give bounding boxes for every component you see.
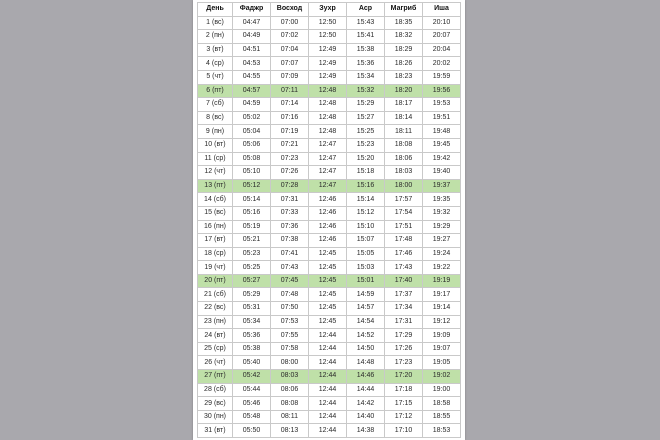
- asr-cell: 15:43: [347, 16, 385, 30]
- dhuhr-cell: 12:48: [309, 125, 347, 139]
- fajr-cell: 05:06: [233, 138, 271, 152]
- maghrib-cell: 17:57: [385, 193, 423, 207]
- dhuhr-cell: 12:46: [309, 206, 347, 220]
- prayer-schedule-sheet: [193, 0, 465, 440]
- day-cell: 23 (пн): [198, 315, 233, 329]
- table-row: [198, 397, 461, 411]
- isha-cell: 20:02: [423, 57, 461, 71]
- isha-cell: 19:12: [423, 315, 461, 329]
- dhuhr-cell: 12:45: [309, 302, 347, 316]
- isha-cell: 19:27: [423, 234, 461, 248]
- table-row: [198, 383, 461, 397]
- table-row: [198, 193, 461, 207]
- asr-cell: 15:14: [347, 193, 385, 207]
- sunrise-cell: 07:16: [271, 111, 309, 125]
- maghrib-cell: 18:35: [385, 16, 423, 30]
- table-row: [198, 98, 461, 112]
- maghrib-cell: 17:34: [385, 302, 423, 316]
- fajr-cell: 05:23: [233, 247, 271, 261]
- sunrise-cell: 07:14: [271, 98, 309, 112]
- dhuhr-cell: 12:50: [309, 16, 347, 30]
- header-sunrise: Восход: [271, 3, 309, 17]
- asr-cell: 15:23: [347, 138, 385, 152]
- header-day: День: [198, 3, 233, 17]
- fajr-cell: 04:55: [233, 70, 271, 84]
- isha-cell: 19:35: [423, 193, 461, 207]
- fajr-cell: 04:53: [233, 57, 271, 71]
- fajr-cell: 04:47: [233, 16, 271, 30]
- day-cell: 29 (вс): [198, 397, 233, 411]
- fajr-cell: 05:36: [233, 329, 271, 343]
- maghrib-cell: 18:17: [385, 98, 423, 112]
- table-row: [198, 179, 461, 193]
- fajr-cell: 05:04: [233, 125, 271, 139]
- asr-cell: 14:40: [347, 410, 385, 424]
- table-row: [198, 302, 461, 316]
- isha-cell: 19:17: [423, 288, 461, 302]
- day-cell: 20 (пт): [198, 274, 233, 288]
- fajr-cell: 05:44: [233, 383, 271, 397]
- sunrise-cell: 07:45: [271, 274, 309, 288]
- asr-cell: 15:41: [347, 30, 385, 44]
- fajr-cell: 05:25: [233, 261, 271, 275]
- maghrib-cell: 17:29: [385, 329, 423, 343]
- isha-cell: 20:10: [423, 16, 461, 30]
- day-cell: 30 (пн): [198, 410, 233, 424]
- isha-cell: 19:09: [423, 329, 461, 343]
- isha-cell: 20:04: [423, 43, 461, 57]
- day-cell: 31 (вт): [198, 424, 233, 438]
- table-row: [198, 111, 461, 125]
- asr-cell: 15:34: [347, 70, 385, 84]
- dhuhr-cell: 12:49: [309, 43, 347, 57]
- day-cell: 18 (ср): [198, 247, 233, 261]
- sunrise-cell: 07:31: [271, 193, 309, 207]
- maghrib-cell: 17:18: [385, 383, 423, 397]
- asr-cell: 15:12: [347, 206, 385, 220]
- dhuhr-cell: 12:45: [309, 288, 347, 302]
- maghrib-cell: 18:26: [385, 57, 423, 71]
- maghrib-cell: 17:48: [385, 234, 423, 248]
- sunrise-cell: 07:07: [271, 57, 309, 71]
- sunrise-cell: 07:33: [271, 206, 309, 220]
- sunrise-cell: 07:09: [271, 70, 309, 84]
- header-dhuhr: Зухр: [309, 3, 347, 17]
- day-cell: 5 (чт): [198, 70, 233, 84]
- table-row: [198, 57, 461, 71]
- sunrise-cell: 07:02: [271, 30, 309, 44]
- day-cell: 27 (пт): [198, 370, 233, 384]
- asr-cell: 15:29: [347, 98, 385, 112]
- maghrib-cell: 17:37: [385, 288, 423, 302]
- maghrib-cell: 17:40: [385, 274, 423, 288]
- asr-cell: 15:38: [347, 43, 385, 57]
- asr-cell: 14:52: [347, 329, 385, 343]
- table-row: [198, 152, 461, 166]
- isha-cell: 19:59: [423, 70, 461, 84]
- day-cell: 24 (вт): [198, 329, 233, 343]
- sunrise-cell: 07:28: [271, 179, 309, 193]
- fajr-cell: 04:57: [233, 84, 271, 98]
- sunrise-cell: 07:26: [271, 166, 309, 180]
- asr-cell: 15:32: [347, 84, 385, 98]
- dhuhr-cell: 12:47: [309, 152, 347, 166]
- sunrise-cell: 07:58: [271, 342, 309, 356]
- fajr-cell: 05:16: [233, 206, 271, 220]
- isha-cell: 19:51: [423, 111, 461, 125]
- dhuhr-cell: 12:44: [309, 342, 347, 356]
- fajr-cell: 05:38: [233, 342, 271, 356]
- dhuhr-cell: 12:45: [309, 247, 347, 261]
- fajr-cell: 05:50: [233, 424, 271, 438]
- asr-cell: 14:44: [347, 383, 385, 397]
- fajr-cell: 05:29: [233, 288, 271, 302]
- isha-cell: 19:29: [423, 220, 461, 234]
- header-fajr: Фаджр: [233, 3, 271, 17]
- day-cell: 21 (сб): [198, 288, 233, 302]
- day-cell: 1 (вс): [198, 16, 233, 30]
- maghrib-cell: 17:26: [385, 342, 423, 356]
- dhuhr-cell: 12:50: [309, 30, 347, 44]
- sunrise-cell: 07:04: [271, 43, 309, 57]
- day-cell: 25 (ср): [198, 342, 233, 356]
- maghrib-cell: 18:32: [385, 30, 423, 44]
- sunrise-cell: 07:36: [271, 220, 309, 234]
- maghrib-cell: 18:06: [385, 152, 423, 166]
- fajr-cell: 05:31: [233, 302, 271, 316]
- fajr-cell: 05:40: [233, 356, 271, 370]
- table-row: [198, 261, 461, 275]
- dhuhr-cell: 12:45: [309, 261, 347, 275]
- sunrise-cell: 08:08: [271, 397, 309, 411]
- isha-cell: 19:42: [423, 152, 461, 166]
- maghrib-cell: 17:46: [385, 247, 423, 261]
- dhuhr-cell: 12:47: [309, 179, 347, 193]
- sunrise-cell: 07:19: [271, 125, 309, 139]
- table-row: [198, 125, 461, 139]
- fajr-cell: 05:42: [233, 370, 271, 384]
- fajr-cell: 04:51: [233, 43, 271, 57]
- fajr-cell: 05:19: [233, 220, 271, 234]
- maghrib-cell: 18:00: [385, 179, 423, 193]
- dhuhr-cell: 12:44: [309, 356, 347, 370]
- table-row: [198, 315, 461, 329]
- table-row: [198, 43, 461, 57]
- dhuhr-cell: 12:44: [309, 383, 347, 397]
- fajr-cell: 05:10: [233, 166, 271, 180]
- maghrib-cell: 18:20: [385, 84, 423, 98]
- isha-cell: 19:00: [423, 383, 461, 397]
- asr-cell: 15:25: [347, 125, 385, 139]
- isha-cell: 19:22: [423, 261, 461, 275]
- sunrise-cell: 08:06: [271, 383, 309, 397]
- table-row: [198, 342, 461, 356]
- dhuhr-cell: 12:46: [309, 220, 347, 234]
- isha-cell: 19:56: [423, 84, 461, 98]
- isha-cell: 19:02: [423, 370, 461, 384]
- isha-cell: 19:14: [423, 302, 461, 316]
- header-asr: Аср: [347, 3, 385, 17]
- fajr-cell: 05:14: [233, 193, 271, 207]
- isha-cell: 19:53: [423, 98, 461, 112]
- sunrise-cell: 07:53: [271, 315, 309, 329]
- day-cell: 17 (вт): [198, 234, 233, 248]
- maghrib-cell: 17:15: [385, 397, 423, 411]
- day-cell: 22 (вс): [198, 302, 233, 316]
- table-row: [198, 138, 461, 152]
- asr-cell: 14:46: [347, 370, 385, 384]
- asr-cell: 14:48: [347, 356, 385, 370]
- asr-cell: 15:05: [347, 247, 385, 261]
- table-row: [198, 356, 461, 370]
- dhuhr-cell: 12:45: [309, 315, 347, 329]
- dhuhr-cell: 12:45: [309, 274, 347, 288]
- asr-cell: 15:03: [347, 261, 385, 275]
- day-cell: 7 (сб): [198, 98, 233, 112]
- maghrib-cell: 18:03: [385, 166, 423, 180]
- day-cell: 19 (чт): [198, 261, 233, 275]
- header-isha: Иша: [423, 3, 461, 17]
- maghrib-cell: 17:43: [385, 261, 423, 275]
- table-body: [198, 16, 461, 437]
- maghrib-cell: 17:54: [385, 206, 423, 220]
- fajr-cell: 05:08: [233, 152, 271, 166]
- day-cell: 6 (пт): [198, 84, 233, 98]
- dhuhr-cell: 12:44: [309, 424, 347, 438]
- maghrib-cell: 17:20: [385, 370, 423, 384]
- fajr-cell: 05:48: [233, 410, 271, 424]
- sunrise-cell: 08:03: [271, 370, 309, 384]
- dhuhr-cell: 12:44: [309, 329, 347, 343]
- dhuhr-cell: 12:48: [309, 84, 347, 98]
- maghrib-cell: 17:10: [385, 424, 423, 438]
- maghrib-cell: 18:11: [385, 125, 423, 139]
- table-row: [198, 410, 461, 424]
- asr-cell: 15:27: [347, 111, 385, 125]
- day-cell: 10 (вт): [198, 138, 233, 152]
- day-cell: 16 (пн): [198, 220, 233, 234]
- maghrib-cell: 18:29: [385, 43, 423, 57]
- sunrise-cell: 07:21: [271, 138, 309, 152]
- day-cell: 9 (пн): [198, 125, 233, 139]
- sunrise-cell: 08:13: [271, 424, 309, 438]
- asr-cell: 15:18: [347, 166, 385, 180]
- asr-cell: 15:36: [347, 57, 385, 71]
- fajr-cell: 05:12: [233, 179, 271, 193]
- dhuhr-cell: 12:46: [309, 193, 347, 207]
- table-row: [198, 220, 461, 234]
- maghrib-cell: 17:12: [385, 410, 423, 424]
- table-row: [198, 234, 461, 248]
- sunrise-cell: 07:43: [271, 261, 309, 275]
- table-row: [198, 247, 461, 261]
- asr-cell: 14:59: [347, 288, 385, 302]
- day-cell: 4 (ср): [198, 57, 233, 71]
- day-cell: 14 (сб): [198, 193, 233, 207]
- header-maghrib: Магриб: [385, 3, 423, 17]
- day-cell: 2 (пн): [198, 30, 233, 44]
- day-cell: 3 (вт): [198, 43, 233, 57]
- isha-cell: 19:37: [423, 179, 461, 193]
- table-row: [198, 70, 461, 84]
- dhuhr-cell: 12:49: [309, 70, 347, 84]
- asr-cell: 15:10: [347, 220, 385, 234]
- isha-cell: 20:07: [423, 30, 461, 44]
- day-cell: 12 (чт): [198, 166, 233, 180]
- sunrise-cell: 07:38: [271, 234, 309, 248]
- table-row: [198, 370, 461, 384]
- table-row: [198, 16, 461, 30]
- asr-cell: 14:42: [347, 397, 385, 411]
- dhuhr-cell: 12:48: [309, 111, 347, 125]
- isha-cell: 19:40: [423, 166, 461, 180]
- table-row: [198, 329, 461, 343]
- asr-cell: 15:20: [347, 152, 385, 166]
- prayer-times-table: [197, 2, 461, 438]
- table-row: [198, 30, 461, 44]
- fajr-cell: 04:59: [233, 98, 271, 112]
- fajr-cell: 04:49: [233, 30, 271, 44]
- maghrib-cell: 17:31: [385, 315, 423, 329]
- isha-cell: 19:07: [423, 342, 461, 356]
- maghrib-cell: 18:14: [385, 111, 423, 125]
- dhuhr-cell: 12:47: [309, 138, 347, 152]
- day-cell: 13 (пт): [198, 179, 233, 193]
- asr-cell: 15:07: [347, 234, 385, 248]
- fajr-cell: 05:46: [233, 397, 271, 411]
- table-row: [198, 274, 461, 288]
- dhuhr-cell: 12:47: [309, 166, 347, 180]
- isha-cell: 18:55: [423, 410, 461, 424]
- isha-cell: 19:05: [423, 356, 461, 370]
- isha-cell: 19:45: [423, 138, 461, 152]
- dhuhr-cell: 12:46: [309, 234, 347, 248]
- dhuhr-cell: 12:49: [309, 57, 347, 71]
- table-row: [198, 166, 461, 180]
- dhuhr-cell: 12:44: [309, 410, 347, 424]
- sunrise-cell: 07:50: [271, 302, 309, 316]
- asr-cell: 14:57: [347, 302, 385, 316]
- sunrise-cell: 07:55: [271, 329, 309, 343]
- table-row: [198, 206, 461, 220]
- maghrib-cell: 18:23: [385, 70, 423, 84]
- isha-cell: 19:48: [423, 125, 461, 139]
- isha-cell: 18:53: [423, 424, 461, 438]
- day-cell: 11 (ср): [198, 152, 233, 166]
- fajr-cell: 05:02: [233, 111, 271, 125]
- maghrib-cell: 17:51: [385, 220, 423, 234]
- asr-cell: 14:50: [347, 342, 385, 356]
- day-cell: 8 (вс): [198, 111, 233, 125]
- table-row: [198, 288, 461, 302]
- sunrise-cell: 07:48: [271, 288, 309, 302]
- sunrise-cell: 07:00: [271, 16, 309, 30]
- asr-cell: 15:01: [347, 274, 385, 288]
- isha-cell: 18:58: [423, 397, 461, 411]
- fajr-cell: 05:21: [233, 234, 271, 248]
- dhuhr-cell: 12:44: [309, 397, 347, 411]
- sunrise-cell: 08:11: [271, 410, 309, 424]
- sunrise-cell: 07:11: [271, 84, 309, 98]
- day-cell: 15 (вс): [198, 206, 233, 220]
- asr-cell: 15:16: [347, 179, 385, 193]
- dhuhr-cell: 12:48: [309, 98, 347, 112]
- day-cell: 26 (чт): [198, 356, 233, 370]
- table-row: [198, 84, 461, 98]
- sunrise-cell: 08:00: [271, 356, 309, 370]
- fajr-cell: 05:34: [233, 315, 271, 329]
- maghrib-cell: 18:08: [385, 138, 423, 152]
- table-header-row: [198, 3, 461, 17]
- isha-cell: 19:19: [423, 274, 461, 288]
- isha-cell: 19:32: [423, 206, 461, 220]
- fajr-cell: 05:27: [233, 274, 271, 288]
- asr-cell: 14:54: [347, 315, 385, 329]
- sunrise-cell: 07:23: [271, 152, 309, 166]
- table-row: [198, 424, 461, 438]
- maghrib-cell: 17:23: [385, 356, 423, 370]
- asr-cell: 14:38: [347, 424, 385, 438]
- day-cell: 28 (сб): [198, 383, 233, 397]
- dhuhr-cell: 12:44: [309, 370, 347, 384]
- sunrise-cell: 07:41: [271, 247, 309, 261]
- isha-cell: 19:24: [423, 247, 461, 261]
